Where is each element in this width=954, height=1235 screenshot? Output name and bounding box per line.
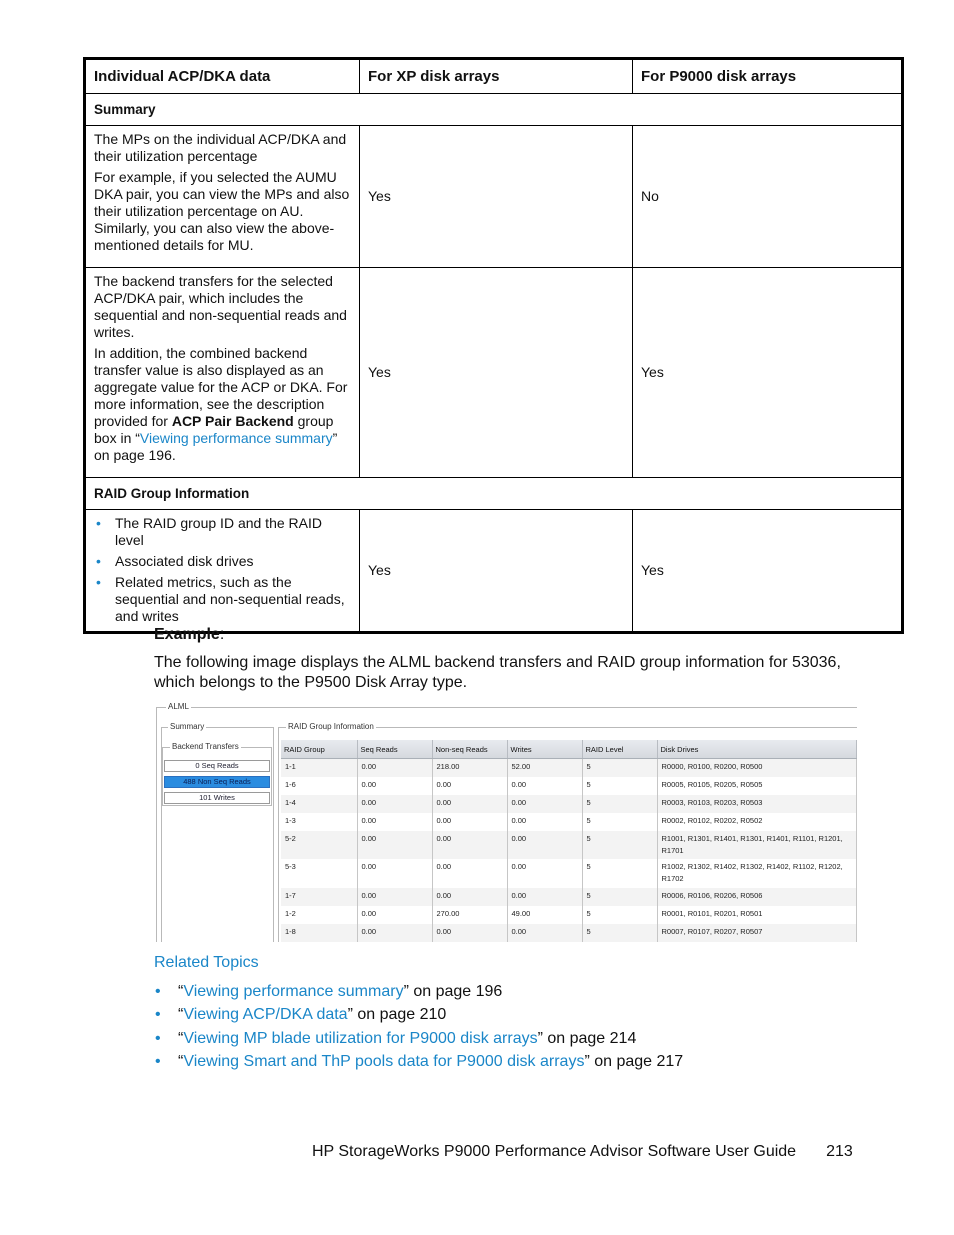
- cell-raid-group: 1-3: [281, 813, 357, 831]
- list-item: [94, 553, 353, 570]
- xp-value: Yes: [360, 510, 633, 633]
- cell-nonseq-reads: 270.00: [432, 906, 507, 924]
- non-seq-reads-pill[interactable]: 488 Non Seq Reads: [164, 776, 270, 788]
- text-span: In addition, the combined backend transfer value is also displayed as an aggregate value for the ACP or DKA. For more information, see the description provided for: [94, 345, 348, 429]
- raid-group-info-label: RAID Group Information: [288, 722, 374, 731]
- cell-seq-reads: 0.00: [357, 859, 432, 888]
- cell-seq-reads: 0.00: [357, 759, 432, 777]
- table-row[interactable]: [281, 777, 857, 795]
- table-row: [85, 510, 903, 633]
- table-row: [85, 268, 903, 478]
- acp-dka-data-table: [83, 57, 904, 634]
- table-header-row: [85, 59, 903, 94]
- cell-raid-group: 1-6: [281, 777, 357, 795]
- row-paragraph: For example, if you selected the AUMU DKA pair, you can view the MPs and also their utilization percentage on AU. Similarly, you can also view the above-mentioned details for MU.: [94, 169, 350, 253]
- text-span: group box in “: [94, 413, 334, 446]
- example-description: The following image displays the ALML backend transfers and RAID group information for 53036, which belongs to the P9500 Disk Array type.: [154, 654, 841, 691]
- summary-frame-right: [273, 727, 274, 942]
- cell-nonseq-reads: 0.00: [432, 888, 507, 906]
- cell-nonseq-reads: 0.00: [432, 924, 507, 942]
- cell-nonseq-reads: 0.00: [432, 831, 507, 859]
- cell-writes: 0.00: [507, 777, 582, 795]
- cell-raid-level: 5: [582, 859, 657, 888]
- cell-nonseq-reads: 0.00: [432, 813, 507, 831]
- cell-raid-group: 5-2: [281, 831, 357, 859]
- page-reference: ” on page 210: [347, 1006, 447, 1024]
- cell-disk-drives: R0001, R0101, R0201, R0501: [657, 906, 857, 924]
- xp-value: Yes: [360, 268, 633, 478]
- cell-nonseq-reads: 0.00: [432, 777, 507, 795]
- raid-bullet-list: [94, 515, 353, 625]
- cell-disk-drives: R0005, R0105, R0205, R0505: [657, 777, 857, 795]
- table-row[interactable]: [281, 831, 857, 859]
- bullet-icon: •: [96, 515, 101, 531]
- cell-disk-drives: R0002, R0102, R0202, R0502: [657, 813, 857, 831]
- cell-raid-level: 5: [582, 813, 657, 831]
- open-quote: “: [178, 983, 184, 1000]
- grid-col-raid-group[interactable]: RAID Group: [281, 740, 357, 759]
- cell-disk-drives: R0000, R0100, R0200, R0500: [657, 759, 857, 777]
- page-reference: ” on page 214: [537, 1029, 637, 1047]
- cell-seq-reads: 0.00: [357, 795, 432, 813]
- list-item: [154, 1005, 683, 1028]
- bold-term: ACP Pair Backend: [171, 413, 294, 429]
- list-item-text: Related metrics, such as the sequential and non-sequential reads, and writes: [115, 574, 345, 624]
- related-link[interactable]: Viewing performance summary: [183, 983, 404, 1000]
- list-item-text: The RAID group ID and the RAID level: [115, 515, 322, 548]
- table-row[interactable]: [281, 924, 857, 942]
- list-item: [94, 515, 353, 549]
- row-description: [85, 268, 360, 478]
- row-paragraph: The backend transfers for the selected ACP/DKA pair, which includes the sequential and non-sequential reads and writes.: [94, 273, 347, 340]
- p9000-value: Yes: [633, 510, 903, 633]
- cell-writes: 0.00: [507, 888, 582, 906]
- bullet-icon: •: [155, 1029, 161, 1047]
- row-paragraph: [94, 345, 353, 464]
- cell-raid-group: 1-4: [281, 795, 357, 813]
- example-label: Example: [154, 626, 220, 643]
- viewing-performance-summary-link[interactable]: Viewing performance summary: [139, 430, 333, 446]
- alml-frame-top: [156, 707, 857, 708]
- text-span: ” on page 196.: [94, 430, 338, 463]
- raid-frame-left: [278, 727, 279, 942]
- grid-col-nonseq-reads[interactable]: Non-seq Reads: [432, 740, 507, 759]
- footer-title: HP StorageWorks P9000 Performance Advisor Software User Guide: [312, 1143, 797, 1160]
- cell-nonseq-reads: 0.00: [432, 795, 507, 813]
- open-quote: “: [178, 1006, 184, 1024]
- related-link[interactable]: Viewing MP blade utilization for P9000 disk arrays: [183, 1029, 538, 1047]
- cell-raid-level: 5: [582, 906, 657, 924]
- cell-disk-drives: R1002, R1302, R1402, R1302, R1402, R1102, R1202, R1702: [657, 859, 857, 888]
- cell-disk-drives: R0007, R0107, R0207, R0507: [657, 924, 857, 942]
- backend-frame-left: [162, 747, 163, 805]
- grid-col-writes[interactable]: Writes: [507, 740, 582, 759]
- related-link[interactable]: Viewing Smart and ThP pools data for P9000 disk arrays: [183, 1052, 585, 1070]
- cell-disk-drives: R0003, R0103, R0203, R0503: [657, 795, 857, 813]
- cell-disk-drives: R0006, R0106, R0206, R0506: [657, 888, 857, 906]
- cell-raid-group: 1-1: [281, 759, 357, 777]
- alml-screenshot: [156, 702, 857, 942]
- backend-frame-bottom: [162, 805, 272, 806]
- col-header-xp: For XP disk arrays: [360, 59, 633, 94]
- bullet-icon: •: [96, 553, 101, 569]
- list-item-text: Associated disk drives: [115, 553, 254, 569]
- table-row[interactable]: [281, 759, 857, 777]
- cell-seq-reads: 0.00: [357, 831, 432, 859]
- alml-frame-left: [156, 707, 157, 942]
- cell-writes: 0.00: [507, 795, 582, 813]
- grid-col-seq-reads[interactable]: Seq Reads: [357, 740, 432, 759]
- table-row: [85, 126, 903, 268]
- cell-writes: 49.00: [507, 906, 582, 924]
- writes-pill[interactable]: 101 Writes: [164, 792, 270, 804]
- cell-raid-group: 1-2: [281, 906, 357, 924]
- cell-raid-group: 5-3: [281, 859, 357, 888]
- table-row[interactable]: [281, 906, 857, 924]
- row-description: [85, 510, 360, 633]
- open-quote: “: [178, 1052, 184, 1070]
- alml-label: ALML: [168, 702, 189, 711]
- table-row[interactable]: [281, 795, 857, 813]
- cell-writes: 0.00: [507, 924, 582, 942]
- related-link[interactable]: Viewing ACP/DKA data: [183, 1006, 348, 1024]
- cell-nonseq-reads: 218.00: [432, 759, 507, 777]
- cell-seq-reads: 0.00: [357, 777, 432, 795]
- page-number: 213: [826, 1143, 853, 1160]
- row-description: [85, 126, 360, 268]
- grid-header-row: [281, 740, 857, 759]
- open-quote: “: [178, 1029, 184, 1047]
- raid-group-grid: [281, 740, 857, 942]
- table-row[interactable]: [281, 813, 857, 831]
- table-row[interactable]: [281, 859, 857, 888]
- section-raid-label: RAID Group Information: [85, 478, 903, 510]
- cell-seq-reads: 0.00: [357, 906, 432, 924]
- bullet-icon: •: [96, 574, 101, 590]
- cell-raid-level: 5: [582, 924, 657, 942]
- grid-col-disk-drives[interactable]: Disk Drives: [657, 740, 857, 759]
- row-paragraph: The MPs on the individual ACP/DKA and their utilization percentage: [94, 131, 347, 164]
- cell-seq-reads: 0.00: [357, 888, 432, 906]
- cell-writes: 0.00: [507, 831, 582, 859]
- related-topics-list: [154, 982, 683, 1075]
- cell-seq-reads: 0.00: [357, 813, 432, 831]
- list-item: [154, 1029, 683, 1052]
- cell-raid-group: 1-7: [281, 888, 357, 906]
- cell-raid-group: 1-8: [281, 924, 357, 942]
- grid-col-raid-level[interactable]: RAID Level: [582, 740, 657, 759]
- section-row-raid: [85, 478, 903, 510]
- bullet-icon: •: [155, 983, 161, 1000]
- col-header-individual: Individual ACP/DKA data: [85, 59, 360, 94]
- backend-frame-right: [271, 747, 272, 805]
- cell-raid-level: 5: [582, 759, 657, 777]
- list-item: [154, 1052, 683, 1075]
- cell-writes: 52.00: [507, 759, 582, 777]
- example-heading: [154, 625, 224, 645]
- cell-raid-level: 5: [582, 777, 657, 795]
- related-topics-heading[interactable]: Related Topics: [154, 954, 259, 971]
- list-item: [94, 574, 353, 625]
- cell-raid-level: 5: [582, 831, 657, 859]
- section-summary-label: Summary: [85, 94, 903, 126]
- xp-value: Yes: [360, 126, 633, 268]
- cell-seq-reads: 0.00: [357, 924, 432, 942]
- p9000-value: Yes: [633, 268, 903, 478]
- bullet-icon: •: [155, 1052, 161, 1070]
- cell-nonseq-reads: 0.00: [432, 859, 507, 888]
- list-item: [154, 982, 683, 1005]
- summary-label: Summary: [170, 722, 205, 731]
- p9000-value: No: [633, 126, 903, 268]
- bullet-icon: •: [155, 1006, 161, 1024]
- col-header-p9000: For P9000 disk arrays: [633, 59, 903, 94]
- cell-writes: 0.00: [507, 859, 582, 888]
- page-footer: [312, 1143, 853, 1161]
- seq-reads-pill[interactable]: 0 Seq Reads: [164, 760, 270, 772]
- cell-writes: 0.00: [507, 813, 582, 831]
- page-reference: ” on page 196: [403, 983, 503, 1000]
- cell-disk-drives: R1001, R1301, R1401, R1301, R1401, R1101, R1201, R1701: [657, 831, 857, 859]
- example-colon: :: [219, 626, 225, 643]
- cell-raid-level: 5: [582, 795, 657, 813]
- page-reference: ” on page 217: [584, 1052, 684, 1070]
- cell-raid-level: 5: [582, 888, 657, 906]
- section-row-summary: [85, 94, 903, 126]
- backend-transfers-label: Backend Transfers: [172, 742, 239, 751]
- table-row[interactable]: [281, 888, 857, 906]
